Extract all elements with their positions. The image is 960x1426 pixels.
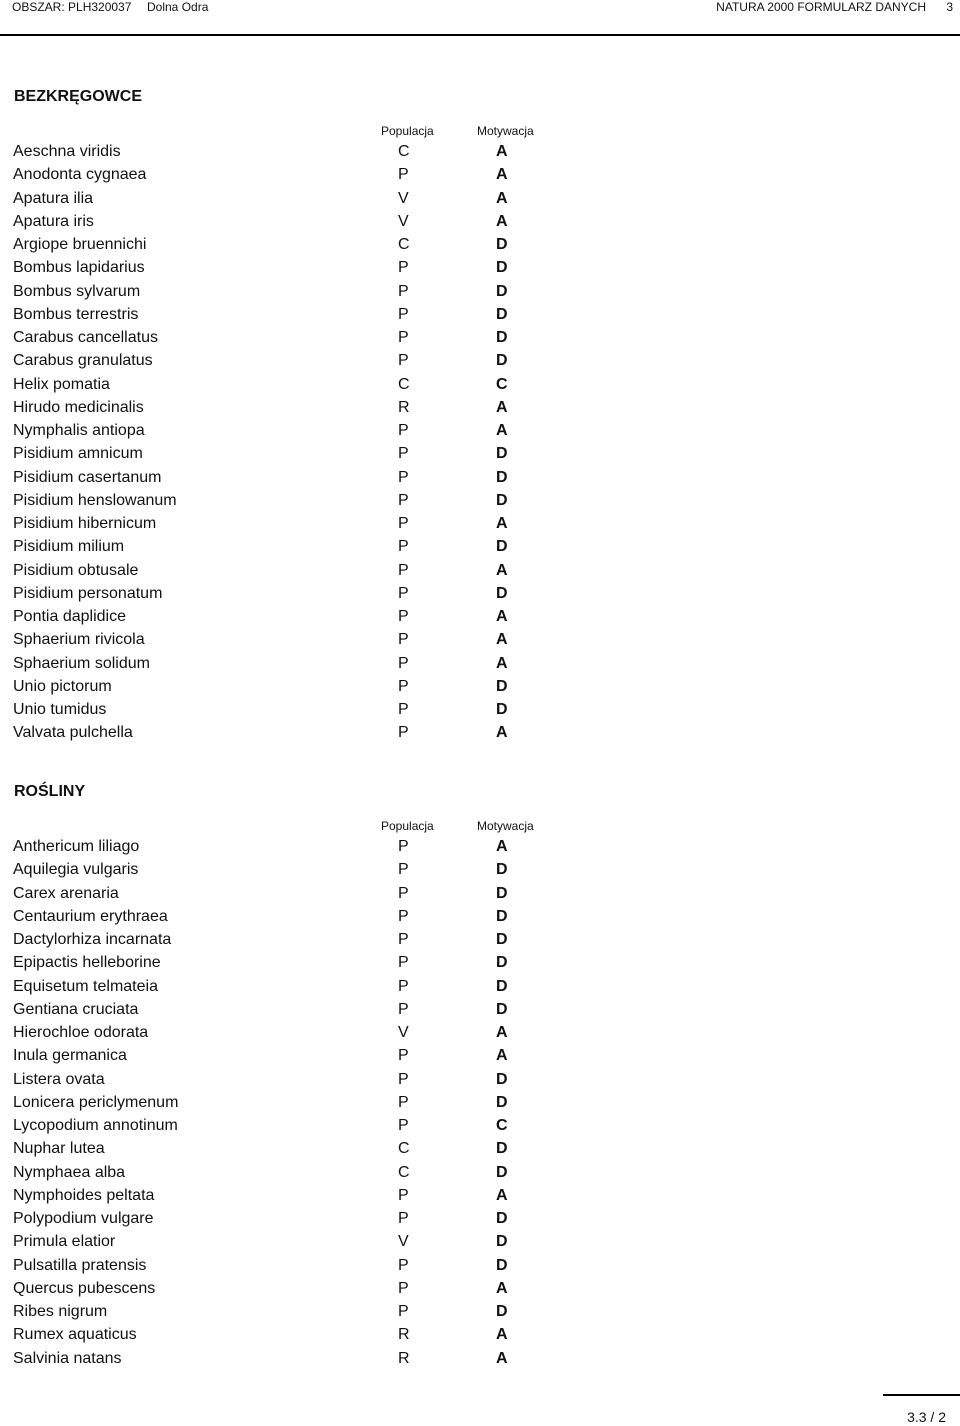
table-row bbox=[0, 951, 960, 974]
population-value: P bbox=[398, 1093, 409, 1111]
species-name: Primula elatior bbox=[13, 1233, 116, 1251]
population-value: P bbox=[398, 305, 409, 323]
population-value: P bbox=[398, 515, 409, 532]
species-list bbox=[0, 140, 960, 745]
population-value: P bbox=[398, 1047, 409, 1065]
population-value: P bbox=[398, 701, 409, 718]
species-name: Pisidium casertanum bbox=[13, 468, 162, 486]
motivation-value: A bbox=[496, 608, 508, 625]
table-row bbox=[0, 163, 960, 186]
species-name: Hirudo medicinalis bbox=[13, 398, 144, 416]
motivation-value: A bbox=[496, 1349, 508, 1367]
motivation-value: A bbox=[496, 724, 508, 742]
species-name: Pisidium personatum bbox=[13, 584, 163, 602]
species-list bbox=[0, 835, 960, 1370]
species-name: Polypodium vulgare bbox=[13, 1210, 154, 1227]
species-name: Lonicera periclymenum bbox=[13, 1093, 179, 1111]
species-name: Listera ovata bbox=[13, 1070, 105, 1088]
motivation-value: D bbox=[496, 1163, 508, 1181]
table-row bbox=[0, 721, 960, 744]
motivation-value: D bbox=[496, 677, 508, 695]
motivation-value: D bbox=[496, 259, 508, 277]
species-name: Pulsatilla pratensis bbox=[13, 1256, 147, 1274]
motivation-value: D bbox=[496, 538, 508, 556]
species-name: Gentiana cruciata bbox=[13, 1000, 139, 1018]
species-name: Carabus cancellatus bbox=[13, 329, 158, 346]
table-row bbox=[0, 466, 960, 489]
table-row bbox=[0, 1254, 960, 1277]
species-name: Dactylorhiza incarnata bbox=[13, 931, 172, 948]
population-value: C bbox=[398, 1140, 410, 1158]
population-value: V bbox=[398, 189, 409, 207]
population-value: P bbox=[398, 282, 409, 300]
table-row bbox=[0, 835, 960, 858]
species-name: Apatura ilia bbox=[13, 189, 94, 207]
motivation-value: D bbox=[496, 907, 508, 925]
table-row bbox=[0, 373, 960, 396]
motivation-value: A bbox=[496, 654, 508, 672]
motivation-value: A bbox=[496, 1186, 508, 1204]
table-row bbox=[0, 628, 960, 651]
table-row bbox=[0, 280, 960, 303]
population-value: P bbox=[398, 654, 409, 672]
table-row bbox=[0, 442, 960, 465]
population-value: C bbox=[398, 143, 410, 160]
area-name: Dolna Odra bbox=[147, 0, 209, 14]
table-row bbox=[0, 210, 960, 233]
table-row bbox=[0, 975, 960, 998]
motivation-value: D bbox=[496, 1140, 508, 1158]
motivation-value: D bbox=[496, 1000, 508, 1018]
population-value: P bbox=[398, 329, 409, 346]
species-name: Hierochloe odorata bbox=[13, 1024, 149, 1041]
species-name: Carabus granulatus bbox=[13, 352, 153, 370]
species-name: Centaurium erythraea bbox=[13, 907, 168, 925]
table-row bbox=[0, 582, 960, 605]
motivation-value: D bbox=[496, 236, 508, 253]
motivation-value: C bbox=[496, 375, 508, 393]
column-header-motivation: Motywacja bbox=[477, 124, 534, 138]
table-row bbox=[0, 489, 960, 512]
population-value: C bbox=[398, 1163, 410, 1181]
table-row bbox=[0, 1184, 960, 1207]
species-name: Unio tumidus bbox=[13, 701, 107, 718]
species-name: Equisetum telmateia bbox=[13, 977, 158, 995]
population-value: P bbox=[398, 1000, 409, 1018]
table-row bbox=[0, 233, 960, 256]
species-name: Aeschna viridis bbox=[13, 143, 121, 160]
species-name: Ribes nigrum bbox=[13, 1303, 108, 1320]
motivation-value: A bbox=[496, 631, 508, 649]
motivation-value: A bbox=[496, 838, 508, 855]
table-row bbox=[0, 1091, 960, 1114]
species-name: Nuphar lutea bbox=[13, 1140, 105, 1158]
species-name: Pisidium milium bbox=[13, 538, 125, 556]
motivation-value: A bbox=[496, 515, 508, 532]
table-row bbox=[0, 349, 960, 372]
motivation-value: A bbox=[496, 143, 508, 160]
population-value: V bbox=[398, 1233, 409, 1251]
column-header-population: Populacja bbox=[381, 819, 434, 833]
population-value: R bbox=[398, 1349, 410, 1367]
species-name: Carex arenaria bbox=[13, 884, 119, 902]
section-title: BEZKRĘGOWCE bbox=[14, 88, 142, 105]
population-value: R bbox=[398, 398, 410, 416]
population-value: P bbox=[398, 861, 409, 879]
species-name: Bombus sylvarum bbox=[13, 282, 141, 300]
species-name: Sphaerium solidum bbox=[13, 654, 150, 672]
motivation-value: C bbox=[496, 1117, 508, 1134]
species-name: Pontia daplidice bbox=[13, 608, 126, 625]
population-value: P bbox=[398, 608, 409, 625]
species-name: Epipactis helleborine bbox=[13, 954, 161, 972]
population-value: P bbox=[398, 838, 409, 855]
table-row bbox=[0, 256, 960, 279]
table-row bbox=[0, 140, 960, 163]
motivation-value: D bbox=[496, 701, 508, 718]
species-name: Helix pomatia bbox=[13, 375, 110, 393]
table-row bbox=[0, 1114, 960, 1137]
table-row bbox=[0, 535, 960, 558]
table-row bbox=[0, 559, 960, 582]
motivation-value: A bbox=[496, 212, 508, 230]
motivation-value: D bbox=[496, 884, 508, 902]
table-row bbox=[0, 419, 960, 442]
form-title: NATURA 2000 FORMULARZ DANYCH bbox=[716, 0, 926, 14]
species-name: Bombus terrestris bbox=[13, 305, 139, 323]
table-row bbox=[0, 512, 960, 535]
motivation-value: D bbox=[496, 352, 508, 370]
motivation-value: D bbox=[496, 305, 508, 323]
motivation-value: D bbox=[496, 1070, 508, 1088]
species-name: Lycopodium annotinum bbox=[13, 1117, 178, 1134]
motivation-value: A bbox=[496, 1024, 508, 1041]
population-value: V bbox=[398, 1024, 409, 1041]
population-value: R bbox=[398, 1326, 410, 1344]
population-value: P bbox=[398, 884, 409, 902]
motivation-value: D bbox=[496, 1303, 508, 1320]
species-name: Salvinia natans bbox=[13, 1349, 122, 1367]
species-name: Pisidium obtusale bbox=[13, 561, 139, 579]
motivation-value: D bbox=[496, 445, 508, 463]
motivation-value: D bbox=[496, 1093, 508, 1111]
species-name: Apatura iris bbox=[13, 212, 94, 230]
motivation-value: D bbox=[496, 1256, 508, 1274]
table-row bbox=[0, 1044, 960, 1067]
motivation-value: D bbox=[496, 584, 508, 602]
population-value: P bbox=[398, 561, 409, 579]
motivation-value: A bbox=[496, 422, 508, 439]
table-row bbox=[0, 928, 960, 951]
table-row bbox=[0, 1207, 960, 1230]
population-value: V bbox=[398, 212, 409, 230]
species-name: Bombus lapidarius bbox=[13, 259, 145, 277]
species-name: Pisidium henslowanum bbox=[13, 491, 177, 509]
species-name: Nymphalis antiopa bbox=[13, 422, 145, 439]
table-row bbox=[0, 303, 960, 326]
motivation-value: D bbox=[496, 468, 508, 486]
motivation-value: A bbox=[496, 398, 508, 416]
population-value: P bbox=[398, 931, 409, 948]
table-row bbox=[0, 605, 960, 628]
table-row bbox=[0, 1230, 960, 1253]
motivation-value: D bbox=[496, 954, 508, 972]
page-number: 3 bbox=[946, 0, 953, 14]
population-value: P bbox=[398, 1279, 409, 1297]
motivation-value: D bbox=[496, 329, 508, 346]
population-value: P bbox=[398, 677, 409, 695]
population-value: P bbox=[398, 977, 409, 995]
population-value: P bbox=[398, 352, 409, 370]
table-row bbox=[0, 1277, 960, 1300]
motivation-value: D bbox=[496, 861, 508, 879]
population-value: P bbox=[398, 584, 409, 602]
population-value: P bbox=[398, 445, 409, 463]
table-row bbox=[0, 858, 960, 881]
population-value: P bbox=[398, 1117, 409, 1134]
species-name: Valvata pulchella bbox=[13, 724, 133, 742]
footer-page-ref: 3.3 / 2 bbox=[907, 1409, 946, 1425]
population-value: P bbox=[398, 1210, 409, 1227]
motivation-value: D bbox=[496, 491, 508, 509]
population-value: P bbox=[398, 724, 409, 742]
motivation-value: A bbox=[496, 1047, 508, 1065]
species-name: Pisidium hibernicum bbox=[13, 515, 157, 532]
table-row bbox=[0, 652, 960, 675]
species-name: Unio pictorum bbox=[13, 677, 112, 695]
page-header bbox=[0, 0, 960, 36]
population-value: P bbox=[398, 1186, 409, 1204]
species-name: Rumex aquaticus bbox=[13, 1326, 137, 1344]
table-row bbox=[0, 1137, 960, 1160]
population-value: P bbox=[398, 259, 409, 277]
motivation-value: A bbox=[496, 1326, 508, 1344]
population-value: C bbox=[398, 375, 410, 393]
area-code: OBSZAR: PLH320037 bbox=[12, 0, 132, 14]
motivation-value: A bbox=[496, 166, 508, 184]
species-name: Quercus pubescens bbox=[13, 1279, 156, 1297]
species-name: Nymphoides peltata bbox=[13, 1186, 155, 1204]
species-name: Pisidium amnicum bbox=[13, 445, 143, 463]
population-value: P bbox=[398, 1256, 409, 1274]
motivation-value: D bbox=[496, 931, 508, 948]
species-name: Anthericum liliago bbox=[13, 838, 140, 855]
table-row bbox=[0, 396, 960, 419]
table-row bbox=[0, 1161, 960, 1184]
table-row bbox=[0, 187, 960, 210]
motivation-value: A bbox=[496, 561, 508, 579]
species-name: Nymphaea alba bbox=[13, 1163, 126, 1181]
motivation-value: A bbox=[496, 189, 508, 207]
population-value: P bbox=[398, 954, 409, 972]
table-row bbox=[0, 1021, 960, 1044]
species-name: Aquilegia vulgaris bbox=[13, 861, 139, 879]
species-name: Argiope bruennichi bbox=[13, 236, 147, 253]
species-name: Inula germanica bbox=[13, 1047, 127, 1065]
table-row bbox=[0, 905, 960, 928]
population-value: C bbox=[398, 236, 410, 253]
species-name: Sphaerium rivicola bbox=[13, 631, 145, 649]
column-header-motivation: Motywacja bbox=[477, 819, 534, 833]
population-value: P bbox=[398, 422, 409, 439]
table-row bbox=[0, 698, 960, 721]
column-header-population: Populacja bbox=[381, 124, 434, 138]
population-value: P bbox=[398, 1070, 409, 1088]
species-name: Anodonta cygnaea bbox=[13, 166, 147, 184]
motivation-value: D bbox=[496, 1210, 508, 1227]
population-value: P bbox=[398, 1303, 409, 1320]
table-row bbox=[0, 1300, 960, 1323]
table-row bbox=[0, 998, 960, 1021]
motivation-value: A bbox=[496, 1279, 508, 1297]
motivation-value: D bbox=[496, 1233, 508, 1251]
table-row bbox=[0, 1323, 960, 1346]
population-value: P bbox=[398, 631, 409, 649]
motivation-value: D bbox=[496, 282, 508, 300]
motivation-value: D bbox=[496, 977, 508, 995]
section-title: ROŚLINY bbox=[14, 783, 86, 800]
population-value: P bbox=[398, 468, 409, 486]
population-value: P bbox=[398, 907, 409, 925]
table-row bbox=[0, 326, 960, 349]
footer-rule bbox=[883, 1394, 960, 1396]
table-row bbox=[0, 1068, 960, 1091]
table-row bbox=[0, 882, 960, 905]
population-value: P bbox=[398, 491, 409, 509]
population-value: P bbox=[398, 538, 409, 556]
table-row bbox=[0, 675, 960, 698]
population-value: P bbox=[398, 166, 409, 184]
table-row bbox=[0, 1347, 960, 1370]
